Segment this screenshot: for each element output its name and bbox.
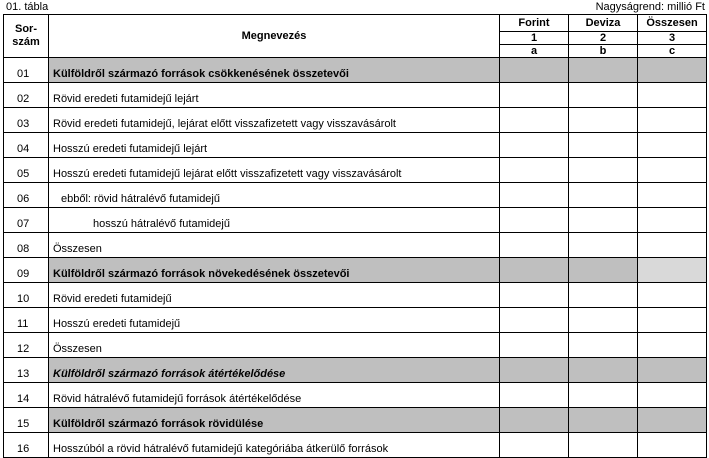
row-number: 11 [4, 308, 49, 333]
col-header-deviza: Deviza [569, 15, 638, 32]
value-cell-osszesen[interactable] [638, 108, 707, 133]
table-row [4, 333, 707, 358]
row-label: Rövid eredeti futamidejű, lejárat előtt visszafizetett vagy visszavásárolt [49, 108, 500, 133]
col-header-forint: Forint [500, 15, 569, 32]
row-number: 13 [4, 358, 49, 383]
value-cell-osszesen[interactable] [638, 408, 707, 433]
value-cell-deviza[interactable] [569, 408, 638, 433]
row-number: 15 [4, 408, 49, 433]
value-cell-forint[interactable] [500, 408, 569, 433]
col-letter-b: b [569, 45, 638, 58]
table-row [4, 258, 707, 283]
value-cell-osszesen[interactable] [638, 433, 707, 458]
value-cell-forint[interactable] [500, 283, 569, 308]
value-cell-forint[interactable] [500, 308, 569, 333]
table-row [4, 233, 707, 258]
row-label: ebből: rövid hátralévő futamidejű [49, 183, 500, 208]
unit-caption: Nagyságrend: millió Ft [595, 1, 705, 13]
col-letter-c: c [638, 45, 707, 58]
value-cell-forint[interactable] [500, 58, 569, 83]
value-cell-osszesen[interactable] [638, 208, 707, 233]
row-label: Külföldről származó források átértékelődése [49, 358, 500, 383]
value-cell-deviza[interactable] [569, 283, 638, 308]
value-cell-forint[interactable] [500, 83, 569, 108]
value-cell-osszesen[interactable] [638, 233, 707, 258]
row-number: 16 [4, 433, 49, 458]
value-cell-osszesen[interactable] [638, 333, 707, 358]
table-row [4, 433, 707, 458]
value-cell-deviza[interactable] [569, 208, 638, 233]
row-label: Összesen [49, 233, 500, 258]
value-cell-deviza[interactable] [569, 133, 638, 158]
table-row [4, 108, 707, 133]
value-cell-osszesen[interactable] [638, 358, 707, 383]
value-cell-deviza[interactable] [569, 333, 638, 358]
value-cell-forint[interactable] [500, 158, 569, 183]
value-cell-deviza[interactable] [569, 433, 638, 458]
value-cell-deviza[interactable] [569, 83, 638, 108]
sorszam-header [4, 15, 49, 58]
table-row [4, 358, 707, 383]
table-row [4, 133, 707, 158]
value-cell-deviza[interactable] [569, 308, 638, 333]
table-row [4, 308, 707, 333]
col-letter-a: a [500, 45, 569, 58]
row-number: 05 [4, 158, 49, 183]
row-label: Hosszúból a rövid hátralévő futamidejű kategóriába átkerülő források [49, 433, 500, 458]
value-cell-deviza[interactable] [569, 358, 638, 383]
table-body [4, 58, 707, 458]
row-label: Hosszú eredeti futamidejű lejárat előtt visszafizetett vagy visszavásárolt [49, 158, 500, 183]
table-number-caption: 01. tábla [6, 1, 49, 13]
col-number-1: 1 [500, 32, 569, 45]
value-cell-forint[interactable] [500, 433, 569, 458]
col-header-osszesen: Összesen [638, 15, 707, 32]
value-cell-forint[interactable] [500, 358, 569, 383]
table-row [4, 383, 707, 408]
report-table [3, 14, 707, 458]
row-number: 06 [4, 183, 49, 208]
value-cell-osszesen[interactable] [638, 308, 707, 333]
col-number-3: 3 [638, 32, 707, 45]
value-cell-forint[interactable] [500, 208, 569, 233]
table-row [4, 158, 707, 183]
value-cell-deviza[interactable] [569, 158, 638, 183]
row-label: Rövid eredeti futamidejű lejárt [49, 83, 500, 108]
value-cell-deviza[interactable] [569, 183, 638, 208]
row-label: Hosszú eredeti futamidejű [49, 308, 500, 333]
value-cell-forint[interactable] [500, 183, 569, 208]
value-cell-osszesen[interactable] [638, 283, 707, 308]
sorszam-header-line2: szám [12, 36, 40, 48]
value-cell-forint[interactable] [500, 333, 569, 358]
row-number: 12 [4, 333, 49, 358]
row-label: Összesen [49, 333, 500, 358]
row-number: 07 [4, 208, 49, 233]
value-cell-forint[interactable] [500, 108, 569, 133]
value-cell-osszesen[interactable] [638, 133, 707, 158]
row-label: Rövid hátralévő futamidejű források átértékelődése [49, 383, 500, 408]
row-number: 08 [4, 233, 49, 258]
value-cell-forint[interactable] [500, 383, 569, 408]
row-label: Hosszú eredeti futamidejű lejárt [49, 133, 500, 158]
row-number: 10 [4, 283, 49, 308]
megnevezes-header: Megnevezés [49, 15, 500, 58]
value-cell-forint[interactable] [500, 133, 569, 158]
table-row [4, 408, 707, 433]
value-cell-deviza[interactable] [569, 258, 638, 283]
row-number: 03 [4, 108, 49, 133]
table-row [4, 283, 707, 308]
table-row [4, 83, 707, 108]
row-label: Külföldről származó források csökkenésének összetevői [49, 58, 500, 83]
value-cell-deviza[interactable] [569, 58, 638, 83]
row-label: Rövid eredeti futamidejű [49, 283, 500, 308]
row-number: 04 [4, 133, 49, 158]
value-cell-osszesen[interactable] [638, 183, 707, 208]
value-cell-osszesen[interactable] [638, 258, 707, 283]
value-cell-forint[interactable] [500, 233, 569, 258]
row-label: Külföldről származó források növekedésének összetevői [49, 258, 500, 283]
table-row [4, 183, 707, 208]
value-cell-deviza[interactable] [569, 383, 638, 408]
row-number: 09 [4, 258, 49, 283]
row-number: 02 [4, 83, 49, 108]
value-cell-osszesen[interactable] [638, 383, 707, 408]
row-label: Külföldről származó források rövidülése [49, 408, 500, 433]
value-cell-osszesen[interactable] [638, 58, 707, 83]
col-number-2: 2 [569, 32, 638, 45]
value-cell-deviza[interactable] [569, 233, 638, 258]
value-cell-deviza[interactable] [569, 108, 638, 133]
value-cell-forint[interactable] [500, 258, 569, 283]
row-label: hosszú hátralévő futamidejű [49, 208, 500, 233]
sorszam-header-line1: Sor- [15, 23, 37, 35]
table-row [4, 208, 707, 233]
value-cell-osszesen[interactable] [638, 83, 707, 108]
value-cell-osszesen[interactable] [638, 158, 707, 183]
table-row [4, 58, 707, 83]
row-number: 14 [4, 383, 49, 408]
row-number: 01 [4, 58, 49, 83]
